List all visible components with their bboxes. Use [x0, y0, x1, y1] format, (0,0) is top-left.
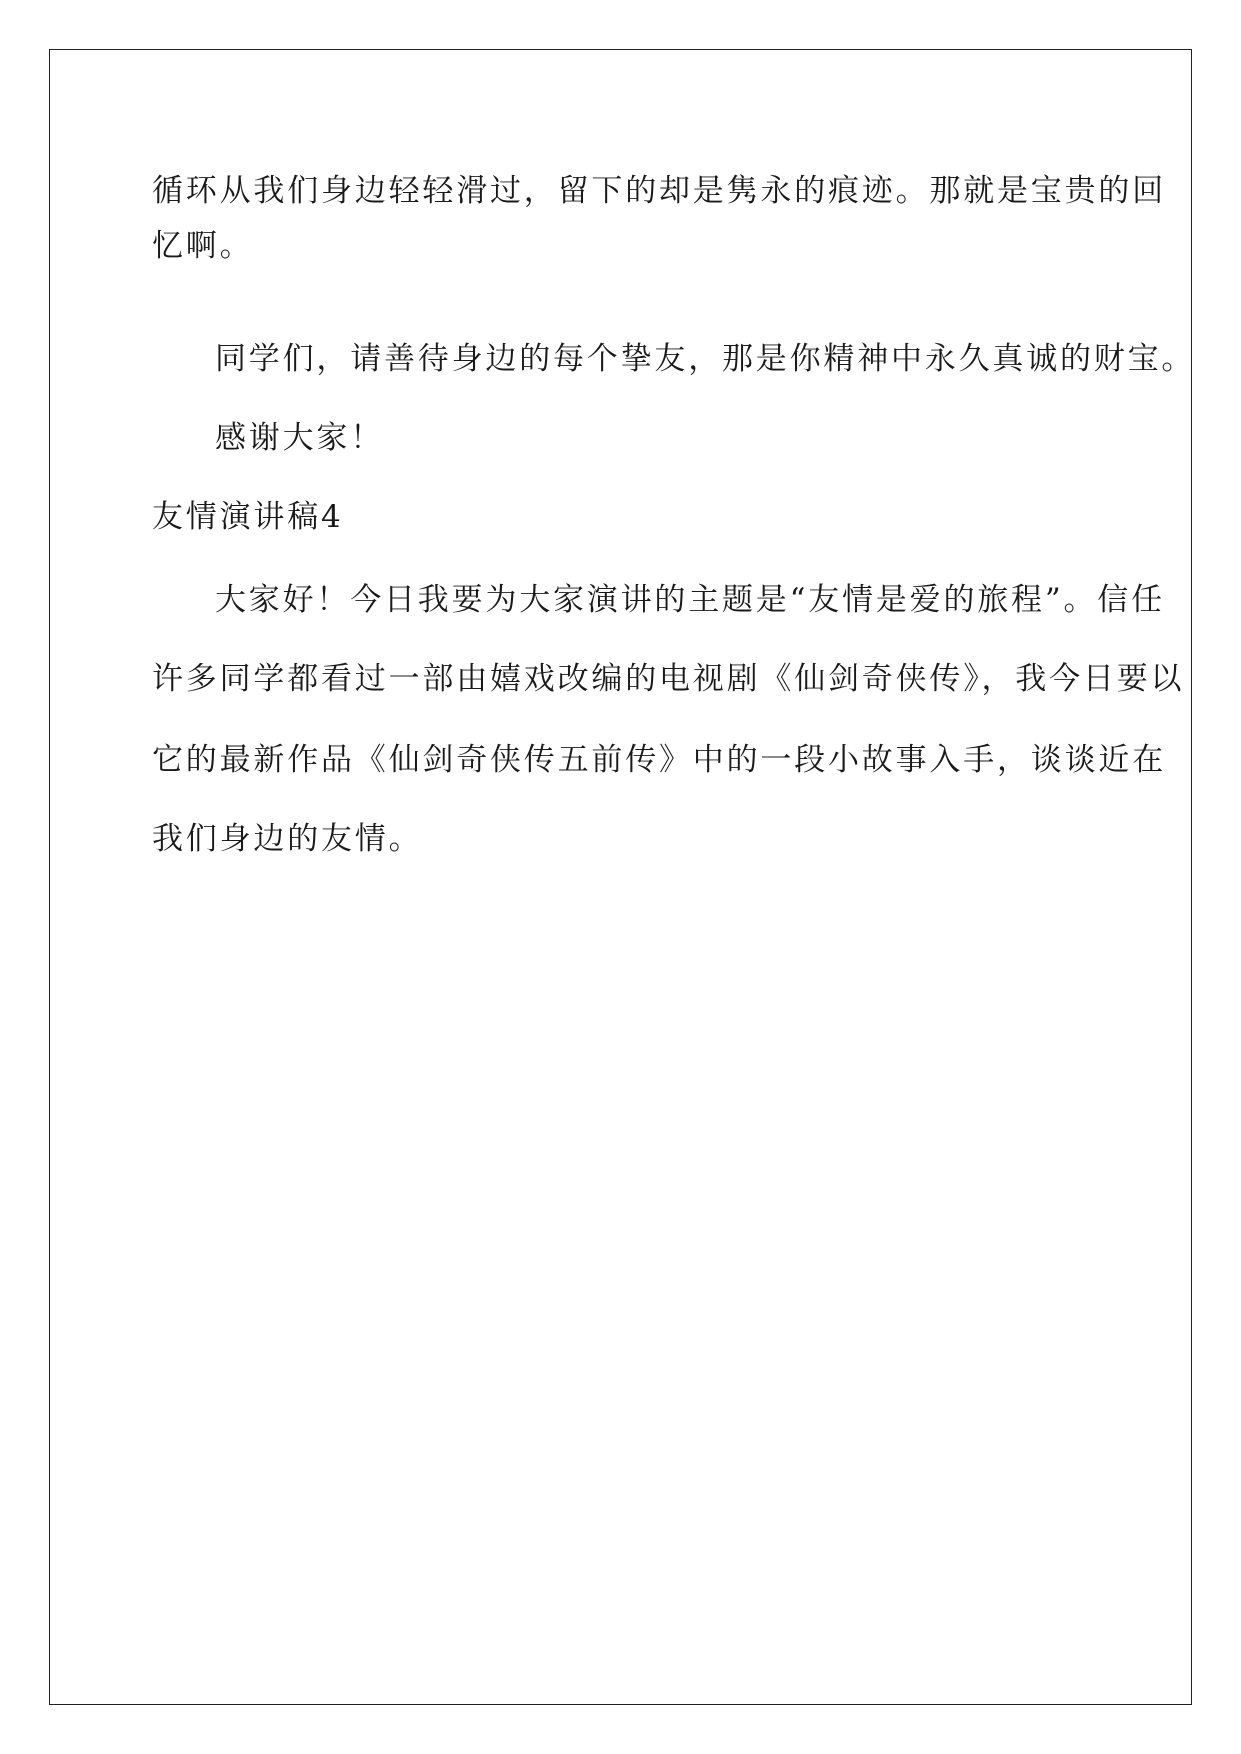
text-line: 许多同学都看过一部由嬉戏改编的电视剧《仙剑奇侠传》，我今日要以 — [152, 661, 1185, 697]
text-line: 感谢大家！ — [215, 420, 384, 456]
text-line: 我们身边的友情。 — [152, 821, 423, 857]
text-line: 同学们，请善待身边的每个挚友，那是你精神中永久真诚的财宝。 — [215, 341, 1196, 377]
text-line: 大家好！今日我要为大家演讲的主题是“友情是爱的旅程”。信任 — [215, 582, 1165, 618]
page-border — [49, 49, 1192, 1705]
text-line: 它的最新作品《仙剑奇侠传五前传》中的一段小故事入手，谈谈近在 — [152, 742, 1166, 778]
section-heading: 友情演讲稿4 — [152, 499, 344, 535]
text-line: 忆啊。 — [152, 228, 254, 264]
text-line: 循环从我们身边轻轻滑过，留下的却是隽永的痕迹。那就是宝贵的回 — [152, 173, 1166, 209]
